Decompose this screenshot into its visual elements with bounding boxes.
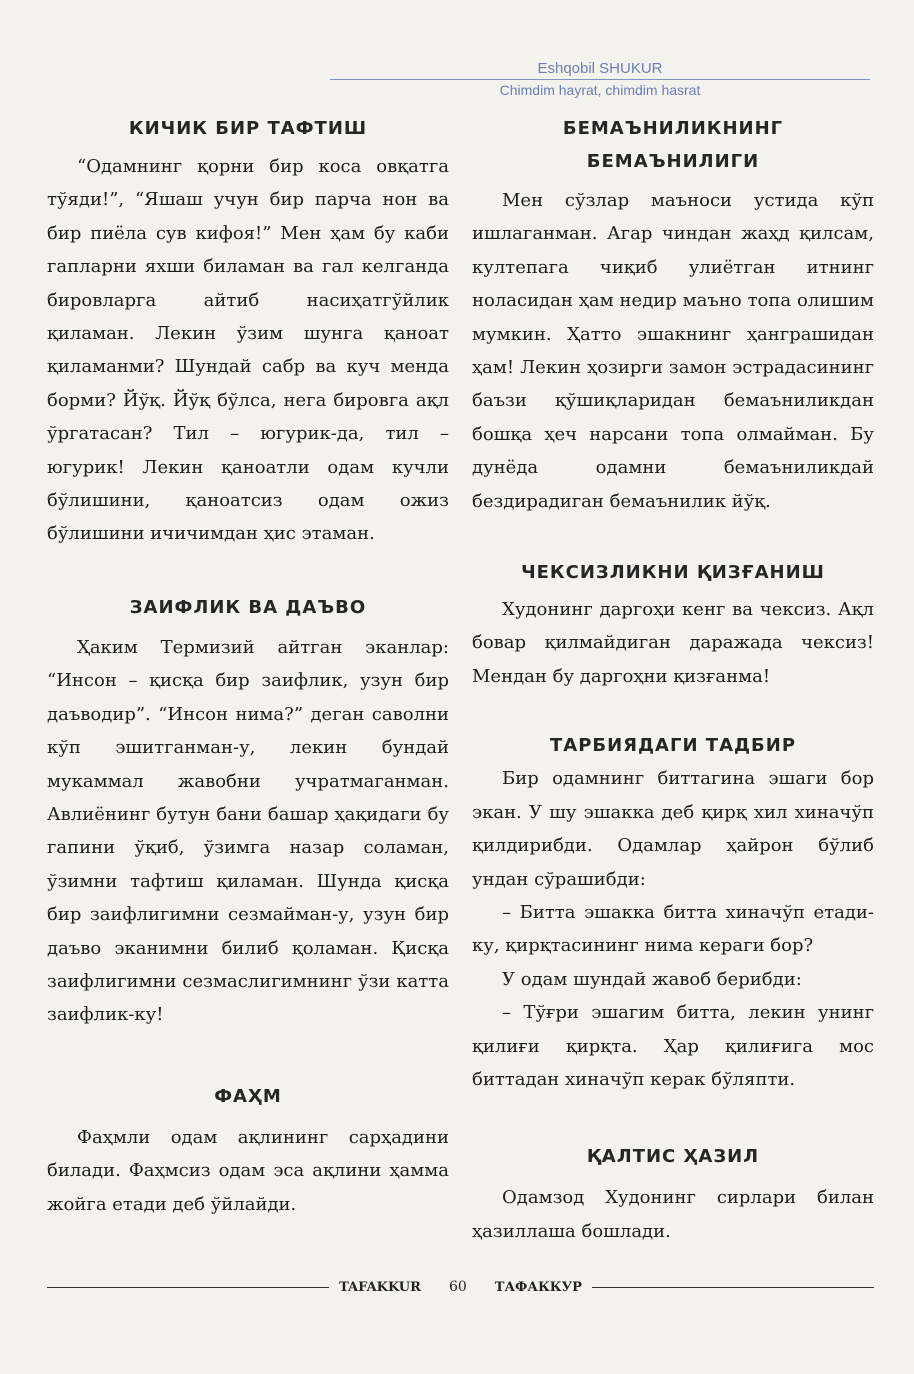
right-column	[472, 112, 874, 1248]
footer-title-latin: TAFAKKUR	[339, 1279, 421, 1295]
page-footer	[47, 1276, 874, 1298]
section-title: КИЧИК БИР ТАФТИШ	[128, 118, 368, 139]
page-number: 60	[448, 1279, 467, 1295]
section-paragraph: Бир одамнинг биттагина эшаги бор экан. У шу эшакка деб қирқ хил хиначўп қилдирибди. Одамлар ҳайрон бўлиб ундан сўрашибди:	[472, 768, 874, 890]
section-title: БЕМАЪНИЛИКНИНГ БЕМАЪНИЛИГИ	[562, 118, 784, 172]
footer-title-cyrillic: ТАФАККУР	[494, 1279, 582, 1295]
section-paragraph: Мен сўзлар маъноси устида кўп ишлаганман. Агар чиндан жаҳд қилсам, култепага чиқиб улиётган итнинг ноласидан ҳам недир маъно топа олишим мумкин. Ҳатто эшакнинг ҳанграшидан ҳам! Лекин ҳозирги замон эстрадасининг баъзи қўшиқларидан бемаъниликдан бошқа ҳеч нарсани топа олмайман. Бу дунёда одамни бемаъниликдай бездирадиган бемаънилик йўқ.	[472, 190, 874, 512]
footer-rule-left	[47, 1287, 329, 1288]
section-title: ЗАИФЛИК ВА ДАЪВО	[129, 596, 367, 618]
header-author: Eshqobil SHUKUR	[537, 60, 663, 77]
section-title: ЧЕКСИЗЛИКНИ ҚИЗҒАНИШ	[521, 562, 825, 584]
section-paragraph: Фаҳмли одам ақлининг сарҳадини билади. Фаҳмсиз одам эса ақлини ҳамма жойга етади деб ўйлайди.	[47, 1126, 449, 1215]
section-paragraph: У одам шундай жавоб берибди:	[502, 968, 802, 990]
header-rule	[330, 79, 870, 80]
section-paragraph: – Тўғри эшагим битта, лекин унинг қилиғи қирқта. Ҳар қилиғига мос биттадан хиначўп керак бўляпти.	[472, 1002, 874, 1090]
section-paragraph: “Одамнинг қорни бир коса овқатга тўяди!”, “Яшаш учун бир парча нон ва бир пиёла сув кифоя!” Мен ҳам бу каби гапларни яхши биламан ва гал келганда бировларга айтиб насиҳатгўйлик қиламан. Лекин ўзим шунга қаноат қиламанми? Шундай сабр ва куч менда борми? Йўқ. Йўқ бўлса, нега бировга ақл ўргатасан? Тил – югурик-да, тил – югурик! Лекин қаноатли одам кучли бўлишини, қаноатсиз одам ожиз бўлишини ичичимдан ҳис этаман.	[47, 156, 449, 545]
section-paragraph: Ҳаким Термизий айтган эканлар: “Инсон – қисқа бир заифлик, узун бир даъводир”. “Инсон нима?” деган саволни кўп эшитганман-у, лекин бундай мукаммал жавобни учратмаганман. Авлиёнинг бутун бани башар ҳақидаги бу гапини ўқиб, ўзимга назар соламан, ўзимни тафтиш қиламан. Шунда қисқа бир заифлигимни сезмайман-у, узун бир даъво эканимни билиб қоламан. Қисқа заифлигимни сезмаслигимнинг ўзи катта заифлик-ку!	[47, 636, 449, 1026]
header-subtitle: Chimdim hayrat, chimdim hasrat	[499, 82, 701, 98]
footer-rule-right	[592, 1287, 874, 1288]
left-column	[47, 112, 449, 1221]
section-title: ҚАЛТИС ҲАЗИЛ	[586, 1146, 760, 1168]
section-paragraph: – Битта эшакка битта хиначўп етади-ку, қирқтасининг нима кераги бор?	[472, 901, 874, 957]
section-paragraph: Одамзод Худонинг сирлари билан ҳазиллаша бошлади.	[472, 1187, 874, 1242]
running-header	[330, 60, 870, 99]
section-title: ТАРБИЯДАГИ ТАДБИР	[549, 735, 797, 757]
section-paragraph: Худонинг даргоҳи кенг ва чексиз. Ақл бовар қилмайдиган даражада чексиз! Мендан бу даргоҳни қизғанма!	[472, 599, 874, 687]
section-title: ФАҲМ	[214, 1085, 282, 1107]
